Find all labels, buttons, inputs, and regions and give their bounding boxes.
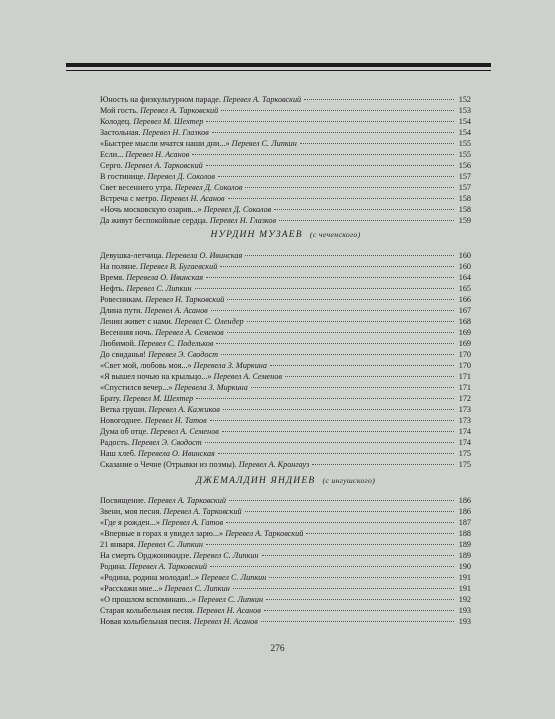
toc-entry (100, 338, 471, 349)
entry-translator: Перевел С. Липкин (197, 595, 264, 604)
toc-entry (100, 171, 471, 182)
entry-translator: Перевел Н. Тарковский (145, 295, 225, 304)
toc-entry (100, 572, 471, 583)
entry-translator: Перевел Н. Асанов (196, 606, 261, 615)
entry-translator: Перевела О. Ивинская (137, 449, 215, 458)
header-rule-thin (66, 70, 491, 71)
entry-title: «О прошлом вспоминаю...» (100, 595, 196, 604)
dot-leader (221, 110, 454, 111)
entry-translator: Перевел Э. Сводост (148, 350, 219, 359)
dot-leader (228, 198, 454, 199)
entry-page: 191 (458, 584, 471, 593)
entry-translator: Перевела О. Ивинская (126, 273, 204, 282)
dot-leader (262, 555, 454, 556)
entry-page: 175 (458, 449, 471, 458)
entry-page: 190 (458, 562, 471, 571)
toc-entry (100, 182, 471, 193)
dot-leader (227, 299, 454, 300)
entry-page: 186 (458, 507, 471, 516)
entry-translator: Перевел А. Гатов (161, 518, 224, 527)
entry-page: 175 (458, 460, 471, 469)
entry-title: Время. (100, 273, 125, 282)
entry-translator: Перевел А. Семенов (213, 372, 283, 381)
toc-entry (100, 105, 471, 116)
entry-page: 188 (458, 529, 471, 538)
entry-title: Мой гость. (100, 106, 139, 115)
entry-title: Весенняя ночь. (100, 328, 154, 337)
page-number: 276 (270, 644, 285, 654)
entry-translator: Перевел А. Тарковский (147, 496, 226, 505)
entry-translator: Перевел А. Кронгауз (238, 460, 310, 469)
entry-translator: Перевел Д. Соколов (174, 183, 243, 192)
dot-leader (247, 321, 454, 322)
entry-title: «Где я рожден...» (100, 518, 160, 527)
toc-entry (100, 160, 471, 171)
entry-page: 189 (458, 540, 471, 549)
entry-title: Ветка груши. (100, 405, 147, 414)
entry-page: 152 (458, 95, 471, 104)
toc-entry (100, 116, 471, 127)
dot-leader (261, 621, 454, 622)
toc-entry (100, 495, 471, 506)
entry-title: Ленин живет с нами. (100, 317, 173, 326)
entry-page: 160 (458, 251, 471, 260)
entry-page: 157 (458, 183, 471, 192)
dot-leader (264, 610, 454, 611)
entry-page: 165 (458, 284, 471, 293)
entry-translator: Перевел Н. Асанов (160, 194, 225, 203)
entry-page: 166 (458, 295, 471, 304)
dot-leader (274, 209, 454, 210)
entry-title: Наш хлеб. (100, 449, 136, 458)
entry-page: 158 (458, 205, 471, 214)
dot-leader (206, 544, 454, 545)
entry-translator: Перевела З. Миркина (193, 361, 267, 370)
dot-leader (233, 588, 454, 589)
dot-leader (211, 310, 454, 311)
toc-entry (100, 261, 471, 272)
toc-entry (100, 215, 471, 226)
dot-leader (270, 365, 454, 366)
toc-entry (100, 415, 471, 426)
dot-leader (216, 343, 454, 344)
entry-translator: Перевел М. Шехтер (123, 394, 194, 403)
entry-page: 189 (458, 551, 471, 560)
dot-leader (285, 376, 454, 377)
entry-title: Ровесникам. (100, 295, 144, 304)
entry-translator: Перевел А. Тарковский (163, 507, 242, 516)
entry-translator: Перевел Н. Татов (144, 416, 207, 425)
entry-title: Дума об отце. (100, 427, 149, 436)
entry-title: Серго. (100, 161, 123, 170)
toc-entry (100, 272, 471, 283)
dot-leader (227, 332, 454, 333)
toc-entry (100, 517, 471, 528)
entry-title: 21 января. (100, 540, 136, 549)
entry-title: На смерть Орджоникидзе. (100, 551, 192, 560)
dot-leader (221, 354, 454, 355)
toc-entry (100, 94, 471, 105)
dot-leader (220, 266, 454, 267)
entry-page: 186 (458, 496, 471, 505)
entry-title: Свет весеннего утра. (100, 183, 173, 192)
entry-translator: Перевел А. Семенов (150, 427, 219, 436)
toc-entry (100, 193, 471, 204)
entry-page: 169 (458, 328, 471, 337)
entry-page: 174 (458, 427, 471, 436)
dot-leader (210, 420, 454, 421)
dot-leader (195, 288, 454, 289)
toc-entry (100, 404, 471, 415)
entry-title: Родина. (100, 562, 127, 571)
toc-entry (100, 149, 471, 160)
dot-leader (206, 277, 454, 278)
toc-entry (100, 360, 471, 371)
author-name: НУРДИН МУЗАЕВ (210, 230, 303, 240)
entry-title: Посвящение. (100, 496, 146, 505)
entry-title: Девушка-летчица. (100, 251, 164, 260)
toc-entry (100, 539, 471, 550)
toc-entry (100, 528, 471, 539)
toc-entry (100, 459, 471, 470)
entry-translator: Перевел А. Семенов (155, 328, 224, 337)
entry-title: «Родина, родина молодая!..» (100, 573, 200, 582)
dot-leader (212, 132, 454, 133)
dot-leader (218, 176, 454, 177)
toc-section-muzaev (100, 250, 471, 470)
toc-entry (100, 283, 471, 294)
entry-title: Сказание о Чечне (Отрывки из поэмы). (100, 460, 237, 469)
entry-page: 171 (458, 372, 471, 381)
entry-translator: Перевел А. Асанов (144, 306, 208, 315)
entry-page: 155 (458, 150, 471, 159)
entry-translator: Перевел А. Тарковский (124, 161, 203, 170)
entry-page: 156 (458, 161, 471, 170)
dot-leader (222, 431, 454, 432)
toc-entry (100, 294, 471, 305)
entry-title: «Я вышел ночью на крыльцо...» (100, 372, 212, 381)
toc-entry (100, 594, 471, 605)
entry-title: «Спустился вечер...» (100, 383, 173, 392)
author-heading-yandiev (100, 476, 471, 486)
entry-translator: Перевела О. Ивинская (165, 251, 243, 260)
entry-page: 160 (458, 262, 471, 271)
entry-translator: Перевел А. Тарковский (225, 529, 304, 538)
dot-leader (245, 255, 454, 256)
dot-leader (304, 99, 454, 100)
entry-page: 164 (458, 273, 471, 282)
entry-page: 168 (458, 317, 471, 326)
dot-leader (245, 511, 454, 512)
entry-title: Новая колыбельная песня. (100, 617, 192, 626)
dot-leader (245, 187, 454, 188)
toc-entry (100, 204, 471, 215)
entry-title: На поляне. (100, 262, 138, 271)
entry-page: 191 (458, 573, 471, 582)
toc-entry (100, 561, 471, 572)
toc-entry (100, 437, 471, 448)
entry-translator: Перевел С. Липкин (231, 139, 297, 148)
entry-translator: Перевел Д. Соколов (203, 205, 272, 214)
toc-entry (100, 349, 471, 360)
dot-leader (218, 453, 454, 454)
entry-page: 173 (458, 405, 471, 414)
entry-translator: Перевел А. Кажиков (148, 405, 220, 414)
toc-entry (100, 605, 471, 616)
dot-leader (205, 442, 454, 443)
toc-entry (100, 305, 471, 316)
toc-entry (100, 426, 471, 437)
toc-entry (100, 506, 471, 517)
entry-translator: Перевел Н. Асанов (125, 150, 190, 159)
author-language-note: (с чеченского) (309, 230, 361, 239)
author-name: ДЖЕМАЛДИН ЯНДИЕВ (195, 476, 316, 486)
entry-translator: Перевел А. Тарковский (223, 95, 302, 104)
entry-title: Брату. (100, 394, 122, 403)
entry-page: 155 (458, 139, 471, 148)
dot-leader (192, 154, 454, 155)
entry-title: Звени, моя песня. (100, 507, 162, 516)
entry-page: 154 (458, 128, 471, 137)
entry-page: 157 (458, 172, 471, 181)
entry-title: Юность на физкультурном параде. (100, 95, 221, 104)
toc-section-continued (100, 94, 471, 226)
entry-page: 171 (458, 383, 471, 392)
entry-page: 193 (458, 606, 471, 615)
toc-entry (100, 127, 471, 138)
entry-title: Радость. (100, 438, 130, 447)
dot-leader (312, 464, 454, 465)
author-language-note: (с ингушского) (322, 476, 376, 485)
entry-title: Старая колыбельная песня. (100, 606, 195, 615)
entry-page: 173 (458, 416, 471, 425)
entry-translator: Перевел С. Липкин (164, 584, 230, 593)
entry-page: 153 (458, 106, 471, 115)
entry-title: В гостинице. (100, 172, 146, 181)
dot-leader (251, 387, 454, 388)
dot-leader (269, 577, 454, 578)
entry-title: До свиданья! (100, 350, 147, 359)
entry-translator: Перевел С. Липкин (201, 573, 267, 582)
toc-entry (100, 138, 471, 149)
dot-leader (206, 165, 454, 166)
toc-entry (100, 382, 471, 393)
dot-leader (306, 533, 454, 534)
entry-translator: Перевел Д. Соколов (147, 172, 215, 181)
dot-leader (196, 398, 454, 399)
entry-title: Нефть. (100, 284, 125, 293)
entry-translator: Перевел М. Шехтер (133, 117, 204, 126)
toc-entry (100, 393, 471, 404)
entry-page: 159 (458, 216, 471, 225)
dot-leader (206, 121, 454, 122)
entry-page: 167 (458, 306, 471, 315)
entry-translator: Перевел С. Подельков (137, 339, 214, 348)
entry-page: 174 (458, 438, 471, 447)
entry-page: 154 (458, 117, 471, 126)
entry-title: Любимой. (100, 339, 136, 348)
toc-entry (100, 316, 471, 327)
toc-entry (100, 550, 471, 561)
dot-leader (266, 599, 454, 600)
header-rule-thick (66, 63, 491, 67)
entry-page: 169 (458, 339, 471, 348)
toc-section-yandiev (100, 495, 471, 627)
entry-page: 187 (458, 518, 471, 527)
entry-translator: Перевел С. Липкин (126, 284, 192, 293)
entry-page: 158 (458, 194, 471, 203)
toc-entry (100, 371, 471, 382)
entry-translator: Перевела З. Миркина (174, 383, 248, 392)
entry-translator: Перевел С. Липкин (193, 551, 259, 560)
entry-translator: Перевел С. Липкин (137, 540, 203, 549)
entry-page: 170 (458, 350, 471, 359)
toc-entry (100, 250, 471, 261)
dot-leader (223, 409, 454, 410)
dot-leader (229, 500, 454, 501)
entry-translator: Перевел Н. Глазков (142, 128, 209, 137)
author-heading-muzaev (100, 230, 471, 240)
dot-leader (210, 566, 454, 567)
toc-entry (100, 583, 471, 594)
dot-leader (300, 143, 454, 144)
toc-entry (100, 616, 471, 627)
entry-translator: Перевел А. Тарковский (128, 562, 207, 571)
entry-page: 192 (458, 595, 471, 604)
entry-title: Длина пути. (100, 306, 143, 315)
dot-leader (279, 220, 454, 221)
toc-entry (100, 448, 471, 459)
entry-title: «Быстрее мысли мчатся наши дни...» (100, 139, 230, 148)
entry-translator: Перевел Э. Сводост (131, 438, 202, 447)
entry-title: «Свет мой, любовь моя...» (100, 361, 192, 370)
entry-page: 193 (458, 617, 471, 626)
entry-translator: Перевел А. Тарковский (140, 106, 219, 115)
entry-title: Встреча с метро. (100, 194, 159, 203)
entry-title: Новогоднее. (100, 416, 143, 425)
entry-translator: Перевел Н. Глазков (209, 216, 277, 225)
entry-page: 170 (458, 361, 471, 370)
entry-title: Да живут беспокойные сердца. (100, 216, 208, 225)
entry-page: 172 (458, 394, 471, 403)
dot-leader (226, 522, 454, 523)
entry-translator: Перевел В. Бугаевский (139, 262, 218, 271)
entry-translator: Перевел С. Олендер (174, 317, 244, 326)
toc-entry (100, 327, 471, 338)
entry-title: Застольная. (100, 128, 141, 137)
entry-title: «Ночь московскую озарив...» (100, 205, 202, 214)
entry-title: Колодец. (100, 117, 132, 126)
entry-title: «Расскажи мне...» (100, 584, 163, 593)
entry-title: «Впервые в горах я увидел зарю...» (100, 529, 224, 538)
entry-title: Если... (100, 150, 124, 159)
entry-translator: Перевел Н. Асанов (193, 617, 258, 626)
